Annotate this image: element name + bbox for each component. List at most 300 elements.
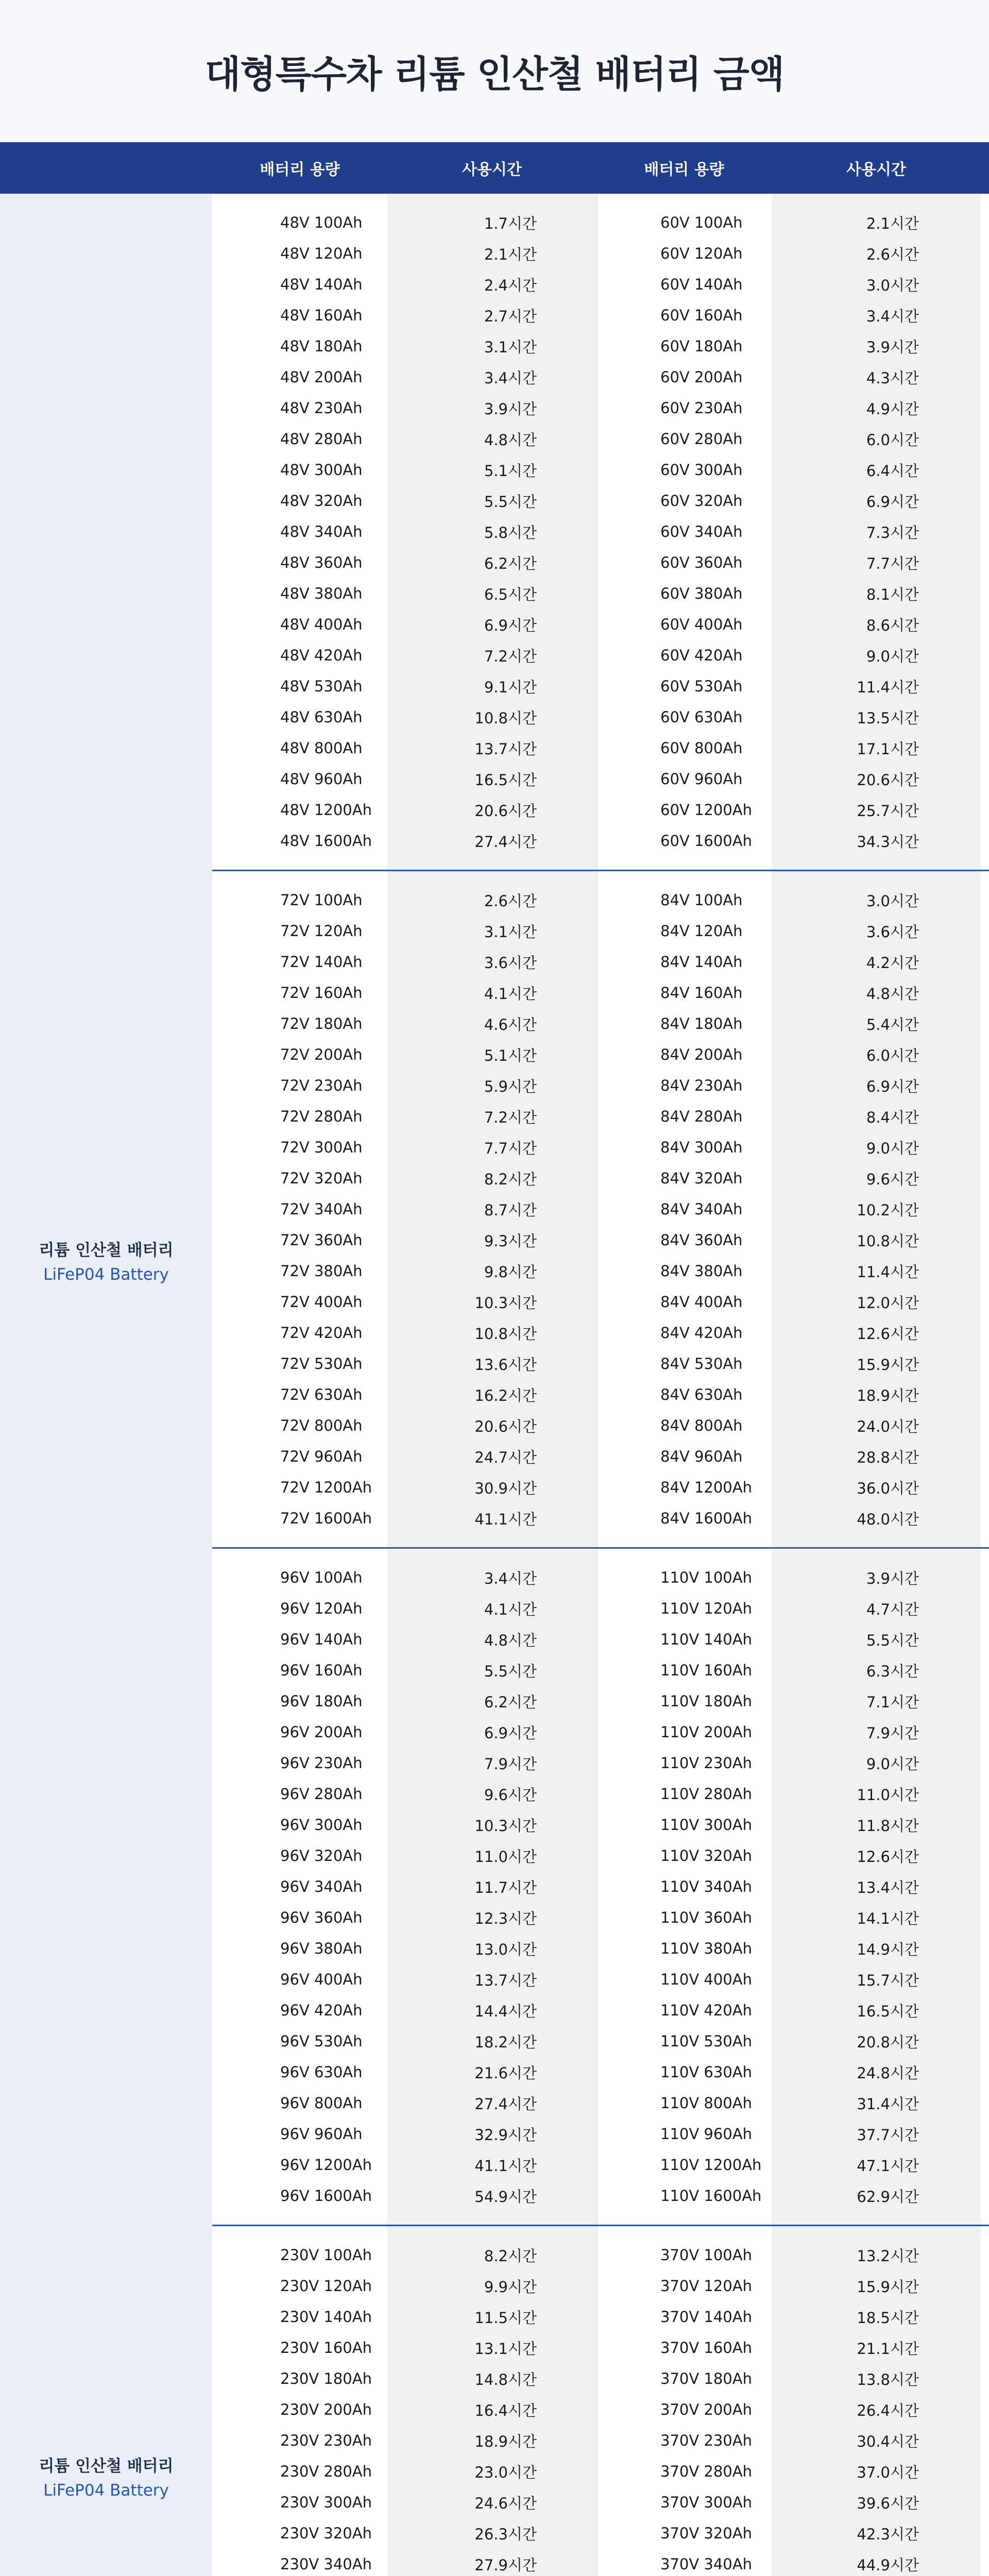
table-row (212, 2057, 989, 2088)
table-row (212, 207, 989, 238)
table-row (212, 1964, 989, 1995)
capacity-b-cell: 370V 340Ah (596, 2549, 772, 2576)
capacity-b-cell: 84V 800Ah (596, 1410, 772, 1441)
capacity-a-cell: 230V 340Ah (212, 2549, 387, 2576)
capacity-a-cell: 72V 300Ah (212, 1132, 387, 1163)
section-padding (212, 2211, 989, 2225)
table-row (212, 1348, 989, 1379)
capacity-b-cell: 60V 960Ah (596, 764, 772, 794)
time-b-cell: 13.4시간 (772, 1871, 981, 1902)
time-b-cell: 12.6시간 (772, 1840, 981, 1871)
capacity-a-cell: 72V 340Ah (212, 1194, 387, 1225)
time-a-cell: 8.2시간 (387, 2240, 596, 2270)
capacity-b-cell: 84V 340Ah (596, 1194, 772, 1225)
time-b-cell: 13.5시간 (772, 702, 981, 733)
table-row (212, 1039, 989, 1070)
time-a-cell: 4.8시간 (387, 423, 596, 454)
table-row (212, 1132, 989, 1163)
time-b-cell: 37.0시간 (772, 2456, 981, 2487)
time-a-cell: 2.1시간 (387, 238, 596, 269)
table-row (212, 1503, 989, 1534)
capacity-b-cell: 60V 420Ah (596, 640, 772, 671)
table-row (212, 2149, 989, 2180)
capacity-a-cell: 96V 200Ah (212, 1717, 387, 1748)
time-b-cell: 13.2시간 (772, 2240, 981, 2270)
table-row (212, 1256, 989, 1286)
capacity-b-cell: 84V 100Ah (596, 885, 772, 916)
table-row (212, 1101, 989, 1132)
time-a-cell: 54.9시간 (387, 2180, 596, 2211)
time-a-cell: 4.1시간 (387, 977, 596, 1008)
time-b-cell: 2.1시간 (772, 207, 981, 238)
capacity-a-cell: 96V 380Ah (212, 1933, 387, 1964)
table-row (212, 2456, 989, 2487)
capacity-a-cell: 96V 120Ah (212, 1593, 387, 1624)
capacity-b-cell: 370V 160Ah (596, 2332, 772, 2363)
time-a-cell: 6.2시간 (387, 547, 596, 578)
time-a-cell: 6.2시간 (387, 1686, 596, 1717)
time-a-cell: 27.4시간 (387, 825, 596, 856)
time-b-cell: 42.3시간 (772, 2518, 981, 2549)
table-row (212, 1562, 989, 1593)
time-b-cell: 2.6시간 (772, 238, 981, 269)
capacity-a-cell: 230V 160Ah (212, 2332, 387, 2363)
table-row (212, 1717, 989, 1748)
data-columns (212, 194, 989, 2576)
capacity-b-cell: 84V 180Ah (596, 1008, 772, 1039)
capacity-a-cell: 48V 120Ah (212, 238, 387, 269)
time-a-cell: 18.9시간 (387, 2425, 596, 2456)
capacity-a-cell: 96V 420Ah (212, 1995, 387, 2026)
table-row (212, 423, 989, 454)
capacity-a-cell: 230V 180Ah (212, 2363, 387, 2394)
time-b-cell: 9.6시간 (772, 1163, 981, 1194)
capacity-a-cell: 96V 800Ah (212, 2088, 387, 2119)
capacity-b-cell: 60V 360Ah (596, 547, 772, 578)
capacity-b-cell: 84V 1600Ah (596, 1503, 772, 1534)
time-a-cell: 3.1시간 (387, 331, 596, 362)
time-a-cell: 9.8시간 (387, 1256, 596, 1286)
table-row (212, 825, 989, 856)
capacity-b-cell: 60V 800Ah (596, 733, 772, 764)
time-b-cell: 14.9시간 (772, 1933, 981, 1964)
table-row (212, 2088, 989, 2119)
capacity-b-cell: 84V 420Ah (596, 1317, 772, 1348)
table-section (212, 1549, 989, 2226)
capacity-a-cell: 96V 1600Ah (212, 2180, 387, 2211)
capacity-a-cell: 230V 140Ah (212, 2301, 387, 2332)
table-row (212, 1902, 989, 1933)
capacity-b-cell: 110V 230Ah (596, 1748, 772, 1778)
capacity-b-cell: 84V 530Ah (596, 1348, 772, 1379)
time-a-cell: 3.1시간 (387, 916, 596, 946)
time-b-cell: 28.8시간 (772, 1441, 981, 1472)
capacity-a-cell: 48V 630Ah (212, 702, 387, 733)
capacity-b-cell: 60V 200Ah (596, 362, 772, 393)
capacity-a-cell: 48V 420Ah (212, 640, 387, 671)
time-b-cell: 20.8시간 (772, 2026, 981, 2057)
capacity-a-cell: 72V 400Ah (212, 1286, 387, 1317)
time-a-cell: 10.3시간 (387, 1809, 596, 1840)
time-a-cell: 27.4시간 (387, 2088, 596, 2119)
time-a-cell: 1.7시간 (387, 207, 596, 238)
capacity-a-cell: 48V 380Ah (212, 578, 387, 609)
table-row (212, 1686, 989, 1717)
capacity-a-cell: 96V 960Ah (212, 2119, 387, 2149)
time-a-cell: 24.7시간 (387, 1441, 596, 1472)
capacity-b-cell: 370V 200Ah (596, 2394, 772, 2425)
time-a-cell: 14.8시간 (387, 2363, 596, 2394)
time-b-cell: 21.1시간 (772, 2332, 981, 2363)
time-b-cell: 15.7시간 (772, 1964, 981, 1995)
table-row (212, 454, 989, 485)
table-row (212, 2180, 989, 2211)
time-b-cell: 4.3시간 (772, 362, 981, 393)
time-a-cell: 16.5시간 (387, 764, 596, 794)
table-row (212, 2425, 989, 2456)
time-a-cell: 16.4시간 (387, 2394, 596, 2425)
capacity-a-cell: 48V 140Ah (212, 269, 387, 300)
capacity-b-cell: 110V 300Ah (596, 1809, 772, 1840)
table-row (212, 1624, 989, 1655)
capacity-a-cell: 96V 360Ah (212, 1902, 387, 1933)
table-row (212, 393, 989, 423)
time-b-cell: 5.5시간 (772, 1624, 981, 1655)
table-row (212, 1748, 989, 1778)
table-row (212, 1593, 989, 1624)
capacity-a-cell: 48V 1200Ah (212, 794, 387, 825)
capacity-a-cell: 48V 100Ah (212, 207, 387, 238)
table-row (212, 1778, 989, 1809)
time-b-cell: 3.0시간 (772, 269, 981, 300)
capacity-b-cell: 60V 340Ah (596, 516, 772, 547)
capacity-a-cell: 72V 420Ah (212, 1317, 387, 1348)
table-row (212, 977, 989, 1008)
time-a-cell: 7.2시간 (387, 640, 596, 671)
table-row (212, 362, 989, 393)
time-a-cell: 7.2시간 (387, 1101, 596, 1132)
time-a-cell: 4.6시간 (387, 1008, 596, 1039)
capacity-b-cell: 110V 140Ah (596, 1624, 772, 1655)
table-row (212, 2240, 989, 2270)
time-a-cell: 20.6시간 (387, 1410, 596, 1441)
capacity-a-cell: 96V 400Ah (212, 1964, 387, 1995)
table-row (212, 764, 989, 794)
capacity-a-cell: 96V 300Ah (212, 1809, 387, 1840)
capacity-a-cell: 72V 630Ah (212, 1379, 387, 1410)
capacity-b-cell: 60V 400Ah (596, 609, 772, 640)
time-a-cell: 3.9시간 (387, 393, 596, 423)
time-a-cell: 5.5시간 (387, 485, 596, 516)
time-a-cell: 10.8시간 (387, 1317, 596, 1348)
capacity-a-cell: 96V 160Ah (212, 1655, 387, 1686)
table-row (212, 2026, 989, 2057)
time-b-cell: 11.4시간 (772, 671, 981, 702)
capacity-b-cell: 84V 120Ah (596, 916, 772, 946)
capacity-b-cell: 110V 630Ah (596, 2057, 772, 2088)
time-b-cell: 39.6시간 (772, 2487, 981, 2518)
time-a-cell: 9.3시간 (387, 1225, 596, 1256)
time-b-cell: 13.8시간 (772, 2363, 981, 2394)
capacity-b-cell: 110V 160Ah (596, 1655, 772, 1686)
table-row (212, 1286, 989, 1317)
table-row (212, 609, 989, 640)
capacity-a-cell: 96V 100Ah (212, 1562, 387, 1593)
time-b-cell: 37.7시간 (772, 2119, 981, 2149)
table-row (212, 1840, 989, 1871)
time-a-cell: 2.6시간 (387, 885, 596, 916)
table-row (212, 1008, 989, 1039)
capacity-b-cell: 84V 360Ah (596, 1225, 772, 1256)
time-b-cell: 12.6시간 (772, 1317, 981, 1348)
capacity-a-cell: 96V 180Ah (212, 1686, 387, 1717)
capacity-a-cell: 230V 230Ah (212, 2425, 387, 2456)
capacity-a-cell: 48V 960Ah (212, 764, 387, 794)
capacity-a-cell: 230V 100Ah (212, 2240, 387, 2270)
category-label-title: 리튬 인산철 배터리 (39, 2457, 174, 2476)
capacity-b-cell: 60V 120Ah (596, 238, 772, 269)
capacity-a-cell: 72V 140Ah (212, 946, 387, 977)
category-label-subtitle: LiFeP04 Battery (43, 1265, 169, 1284)
time-a-cell: 13.6시간 (387, 1348, 596, 1379)
time-a-cell: 9.6시간 (387, 1778, 596, 1809)
table-row (212, 794, 989, 825)
capacity-b-cell: 60V 100Ah (596, 207, 772, 238)
time-b-cell: 14.1시간 (772, 1902, 981, 1933)
capacity-b-cell: 370V 230Ah (596, 2425, 772, 2456)
time-a-cell: 13.1시간 (387, 2332, 596, 2363)
title-area (0, 0, 989, 142)
category-column (0, 194, 212, 2576)
header-capacity-a: 배터리 용량 (260, 161, 340, 179)
capacity-a-cell: 72V 800Ah (212, 1410, 387, 1441)
time-b-cell: 4.9시간 (772, 393, 981, 423)
capacity-b-cell: 84V 230Ah (596, 1070, 772, 1101)
capacity-a-cell: 72V 320Ah (212, 1163, 387, 1194)
capacity-b-cell: 370V 140Ah (596, 2301, 772, 2332)
time-b-cell: 4.2시간 (772, 946, 981, 977)
time-a-cell: 13.7시간 (387, 1964, 596, 1995)
capacity-b-cell: 110V 100Ah (596, 1562, 772, 1593)
time-b-cell: 10.2시간 (772, 1194, 981, 1225)
capacity-a-cell: 72V 360Ah (212, 1225, 387, 1256)
time-a-cell: 5.8시간 (387, 516, 596, 547)
capacity-b-cell: 370V 100Ah (596, 2240, 772, 2270)
table-row (212, 1194, 989, 1225)
capacity-b-cell: 84V 320Ah (596, 1163, 772, 1194)
table-row (212, 300, 989, 331)
table-row (212, 1225, 989, 1256)
header-capacity-b: 배터리 용량 (644, 161, 724, 179)
time-a-cell: 41.1시간 (387, 1503, 596, 1534)
table-header (0, 142, 989, 194)
capacity-b-cell: 110V 120Ah (596, 1593, 772, 1624)
capacity-a-cell: 72V 160Ah (212, 977, 387, 1008)
table-row (212, 1163, 989, 1194)
table-row (212, 1655, 989, 1686)
time-a-cell: 2.4시간 (387, 269, 596, 300)
capacity-b-cell: 110V 280Ah (596, 1778, 772, 1809)
time-b-cell: 11.0시간 (772, 1778, 981, 1809)
table-section (212, 2226, 989, 2576)
time-a-cell: 6.9시간 (387, 1717, 596, 1748)
time-a-cell: 4.8시간 (387, 1624, 596, 1655)
capacity-a-cell: 72V 280Ah (212, 1101, 387, 1132)
capacity-a-cell: 230V 200Ah (212, 2394, 387, 2425)
time-b-cell: 4.8시간 (772, 977, 981, 1008)
table-row (212, 1410, 989, 1441)
capacity-b-cell: 110V 420Ah (596, 1995, 772, 2026)
capacity-a-cell: 72V 100Ah (212, 885, 387, 916)
capacity-a-cell: 96V 340Ah (212, 1871, 387, 1902)
time-a-cell: 24.6시간 (387, 2487, 596, 2518)
time-b-cell: 9.0시간 (772, 1748, 981, 1778)
time-a-cell: 6.5시간 (387, 578, 596, 609)
time-b-cell: 8.4시간 (772, 1101, 981, 1132)
capacity-b-cell: 84V 400Ah (596, 1286, 772, 1317)
time-b-cell: 18.9시간 (772, 1379, 981, 1410)
section-padding (212, 856, 989, 870)
capacity-b-cell: 84V 200Ah (596, 1039, 772, 1070)
capacity-a-cell: 230V 300Ah (212, 2487, 387, 2518)
time-a-cell: 30.9시간 (387, 1472, 596, 1503)
page-title: 대형특수차 리튬 인산철 배터리 금액 (204, 53, 785, 96)
time-a-cell: 23.0시간 (387, 2456, 596, 2487)
time-b-cell: 24.8시간 (772, 2057, 981, 2088)
time-a-cell: 9.1시간 (387, 671, 596, 702)
table-row (212, 1441, 989, 1472)
capacity-a-cell: 96V 530Ah (212, 2026, 387, 2057)
capacity-b-cell: 60V 230Ah (596, 393, 772, 423)
capacity-a-cell: 48V 360Ah (212, 547, 387, 578)
table-row (212, 946, 989, 977)
time-a-cell: 27.9시간 (387, 2549, 596, 2576)
capacity-b-cell: 110V 380Ah (596, 1933, 772, 1964)
capacity-a-cell: 48V 530Ah (212, 671, 387, 702)
time-a-cell: 5.1시간 (387, 454, 596, 485)
time-b-cell: 7.7시간 (772, 547, 981, 578)
time-b-cell: 6.0시간 (772, 1039, 981, 1070)
capacity-b-cell: 84V 160Ah (596, 977, 772, 1008)
capacity-b-cell: 370V 280Ah (596, 2456, 772, 2487)
capacity-a-cell: 72V 960Ah (212, 1441, 387, 1472)
capacity-b-cell: 84V 960Ah (596, 1441, 772, 1472)
capacity-a-cell: 72V 230Ah (212, 1070, 387, 1101)
capacity-b-cell: 110V 320Ah (596, 1840, 772, 1871)
time-b-cell: 3.4시간 (772, 300, 981, 331)
capacity-a-cell: 48V 300Ah (212, 454, 387, 485)
section-padding (212, 871, 989, 885)
capacity-a-cell: 48V 180Ah (212, 331, 387, 362)
capacity-b-cell: 60V 300Ah (596, 454, 772, 485)
section-padding (212, 1534, 989, 1547)
category-label-1 (0, 1237, 212, 1284)
capacity-a-cell: 48V 160Ah (212, 300, 387, 331)
table-row (212, 1995, 989, 2026)
capacity-a-cell: 48V 320Ah (212, 485, 387, 516)
time-b-cell: 36.0시간 (772, 1472, 981, 1503)
capacity-b-cell: 84V 300Ah (596, 1132, 772, 1163)
capacity-a-cell: 72V 530Ah (212, 1348, 387, 1379)
time-a-cell: 11.0시간 (387, 1840, 596, 1871)
time-a-cell: 13.0시간 (387, 1933, 596, 1964)
time-b-cell: 16.5시간 (772, 1995, 981, 2026)
table-row (212, 269, 989, 300)
time-a-cell: 8.2시간 (387, 1163, 596, 1194)
time-a-cell: 20.6시간 (387, 794, 596, 825)
time-a-cell: 21.6시간 (387, 2057, 596, 2088)
table-row (212, 671, 989, 702)
time-a-cell: 7.7시간 (387, 1132, 596, 1163)
header-time-a: 사용시간 (462, 161, 522, 179)
capacity-b-cell: 84V 630Ah (596, 1379, 772, 1410)
capacity-a-cell: 72V 200Ah (212, 1039, 387, 1070)
table-row (212, 2270, 989, 2301)
time-a-cell: 41.1시간 (387, 2149, 596, 2180)
time-b-cell: 20.6시간 (772, 764, 981, 794)
time-b-cell: 9.0시간 (772, 1132, 981, 1163)
table-row (212, 2549, 989, 2576)
table-row (212, 1317, 989, 1348)
capacity-a-cell: 96V 280Ah (212, 1778, 387, 1809)
category-label-title: 리튬 인산철 배터리 (39, 1241, 174, 1260)
capacity-b-cell: 60V 530Ah (596, 671, 772, 702)
capacity-b-cell: 370V 180Ah (596, 2363, 772, 2394)
time-b-cell: 18.5시간 (772, 2301, 981, 2332)
time-b-cell: 7.9시간 (772, 1717, 981, 1748)
time-b-cell: 11.8시간 (772, 1809, 981, 1840)
table-row (212, 516, 989, 547)
capacity-b-cell: 370V 300Ah (596, 2487, 772, 2518)
table-row (212, 1933, 989, 1964)
header-spacer (0, 142, 212, 194)
capacity-b-cell: 60V 140Ah (596, 269, 772, 300)
capacity-b-cell: 60V 1200Ah (596, 794, 772, 825)
capacity-b-cell: 110V 360Ah (596, 1902, 772, 1933)
capacity-a-cell: 72V 1600Ah (212, 1503, 387, 1534)
time-b-cell: 24.0시간 (772, 1410, 981, 1441)
time-a-cell: 5.5시간 (387, 1655, 596, 1686)
capacity-a-cell: 72V 380Ah (212, 1256, 387, 1286)
time-a-cell: 13.7시간 (387, 733, 596, 764)
capacity-a-cell: 96V 1200Ah (212, 2149, 387, 2180)
capacity-b-cell: 110V 200Ah (596, 1717, 772, 1748)
capacity-b-cell: 110V 180Ah (596, 1686, 772, 1717)
time-a-cell: 9.9시간 (387, 2270, 596, 2301)
table-row (212, 1070, 989, 1101)
time-a-cell: 16.2시간 (387, 1379, 596, 1410)
time-b-cell: 11.4시간 (772, 1256, 981, 1286)
time-a-cell: 18.2시간 (387, 2026, 596, 2057)
table-row (212, 2487, 989, 2518)
capacity-b-cell: 60V 180Ah (596, 331, 772, 362)
table-row (212, 485, 989, 516)
table-row (212, 2119, 989, 2149)
time-b-cell: 17.1시간 (772, 733, 981, 764)
table-row (212, 2363, 989, 2394)
capacity-b-cell: 60V 160Ah (596, 300, 772, 331)
table-row (212, 1472, 989, 1503)
table-row (212, 1871, 989, 1902)
capacity-a-cell: 230V 120Ah (212, 2270, 387, 2301)
table-row (212, 2394, 989, 2425)
time-b-cell: 7.3시간 (772, 516, 981, 547)
capacity-a-cell: 96V 630Ah (212, 2057, 387, 2088)
time-a-cell: 5.1시간 (387, 1039, 596, 1070)
section-padding (212, 1549, 989, 1562)
time-b-cell: 30.4시간 (772, 2425, 981, 2456)
time-b-cell: 44.9시간 (772, 2549, 981, 2576)
